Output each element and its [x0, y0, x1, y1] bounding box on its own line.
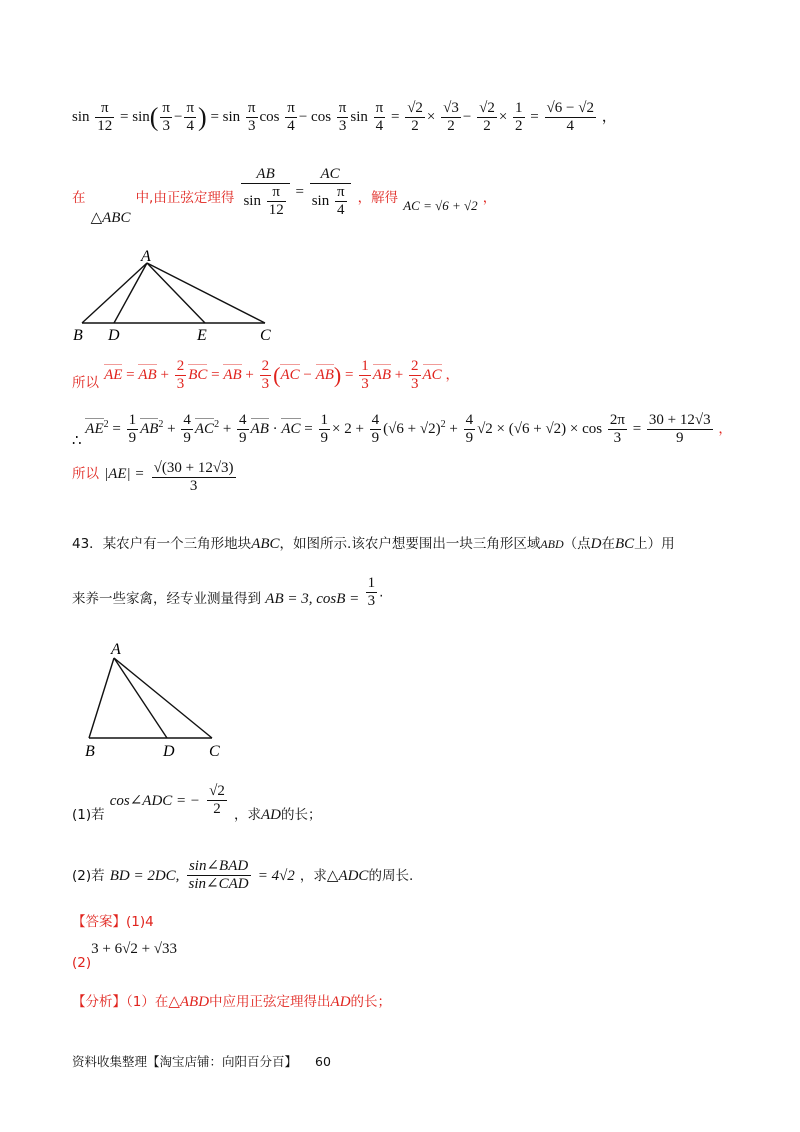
label-d: D [163, 743, 175, 760]
page-number: 60 [315, 1054, 331, 1069]
ae-magnitude-line: $^{所以}$ |AE| = $\frac{√(30 + 12√3)}{3}$ [72, 460, 234, 494]
frac-pi-12: $\frac{\pi}{12}$ [97, 100, 113, 134]
pi-d: π [287, 100, 295, 116]
side-ab [89, 658, 114, 738]
label-b: B [73, 327, 83, 344]
pi-b: π [186, 100, 195, 116]
den-law-a: 12 [268, 202, 284, 218]
ac-2: AC [422, 366, 442, 383]
ab-2: AB [223, 366, 242, 383]
label-c: C [209, 743, 220, 760]
problem-43-line1: 43．某农户有一个三角形地块ABC，如图所示.该农户想要围出一块三角形区域ABD（点D在BC上）用 [72, 536, 675, 552]
answer-line-1: 【答案】(1)4 [72, 914, 154, 930]
two-b: 2 [447, 118, 455, 134]
label-c: C [260, 327, 271, 344]
pi-e: π [338, 100, 347, 116]
minus-b: − [462, 108, 472, 125]
two-d: 2 [515, 118, 523, 134]
times-b: × [498, 108, 508, 125]
ae-squared-line: ∴ $AE^2$ = $\frac{1}{9}$ $AB^2$ + $\frac{4}{9}$ $AC^2$ + $\frac{4}{9}$ AB · AC = $\frac{1}{9}$ × 2 + $\frac{4}{9}$ $(√6 + √2)^2$ + $\frac{4}{9}$ √2 × (√6 + √2) × cos $\frac{2\pi}{3}$ = $\frac{30 + 12√3}{9}$ ， [72, 412, 732, 449]
side-ab [82, 263, 147, 323]
vector-ae-line: $_{所以}$ AE = AB + $\frac{2}{3}$ BC = AB + $\frac{2}{3}$ (AC − AB) = $\frac{1}{3}$ AB + $\frac{2}{3}$ AC ， [72, 358, 459, 392]
problem-43-line2: 来养一些家禽，经专业测量得到 AB = 3, cosB = $\frac{1}{3}$ . [72, 575, 384, 609]
side-ac [114, 658, 212, 738]
sin-label: sin [72, 108, 90, 125]
footer-source: 资料收集整理【淘宝店铺：向阳百分百】 [72, 1054, 298, 1069]
two-a: 2 [411, 118, 419, 134]
pi-law-b: π [336, 184, 345, 200]
pi-f: π [375, 100, 384, 116]
answer-line-2: $_{(2)}$3 + 6√2 + √33 [72, 941, 178, 971]
label-a: A [111, 641, 121, 658]
segment-ae [147, 263, 205, 323]
ab-3: AB [315, 366, 334, 383]
pi-a: π [162, 100, 170, 116]
sqrt2-b: √2 [479, 100, 495, 116]
pi-law-a: π [267, 184, 286, 202]
sqrt2-a: √2 [407, 100, 423, 116]
sine-law-line: $_在$ △ABC $_{中,由正弦定理得}$ AB sin $\frac{\pi}{12}$ = AC sin $\frac{\pi}{4}$ $_{,解得}$ $_{AC = √6 + √2}$ $_,$ [72, 166, 497, 226]
label-e: E [197, 327, 207, 344]
analysis-line: 【分析】（1）在△ABD中应用正弦定理得出AD的长； [72, 994, 392, 1010]
den3-c: 3 [338, 118, 347, 134]
den-law-b: 4 [336, 202, 345, 218]
triangle-figure-2 [80, 638, 240, 763]
page-footer [72, 1052, 331, 1070]
part-1: $_{(1)若}$ cos∠ADC = − $\frac{√2}{2}$ $_{,求}AD_{的长;}$ [72, 783, 322, 823]
label-a: A [141, 248, 151, 265]
den4-b: 4 [287, 118, 295, 134]
part-2: (2)若 BD = 2DC, $\frac{\text{sin∠BAD}}{\text{sin∠CAD}}$ = 4√2 ，求△ADC的周长. [72, 858, 414, 892]
den4-c: 4 [375, 118, 384, 134]
segment-ad [114, 263, 147, 323]
triangle-figure-1 [70, 248, 300, 348]
segment-ad [114, 658, 167, 738]
den3-b: 3 [247, 118, 256, 134]
sin-pi12-expansion: sin $\frac{\pi}{12}$ = sin( $\frac{\pi}{3}$ − $\frac{\pi}{4}$ ) = sin $\frac{\pi}{3}$ cos $\frac{\pi}{4}$ − cos $\frac{\pi}{3}$ sin $\frac{\pi}{4}$ = $\frac{√2}{2}$ × $\frac{√3}{2}$ − $\frac{√2}{2}$ × $\frac{1}{2}$ = $\frac{√6 - √2}{4}$ ， [72, 100, 617, 134]
label-b: B [85, 743, 95, 760]
pi-c: π [247, 100, 256, 116]
label-d: D [108, 327, 120, 344]
side-ac [147, 263, 265, 323]
two-c: 2 [483, 118, 491, 134]
ab-4: AB [372, 366, 392, 383]
